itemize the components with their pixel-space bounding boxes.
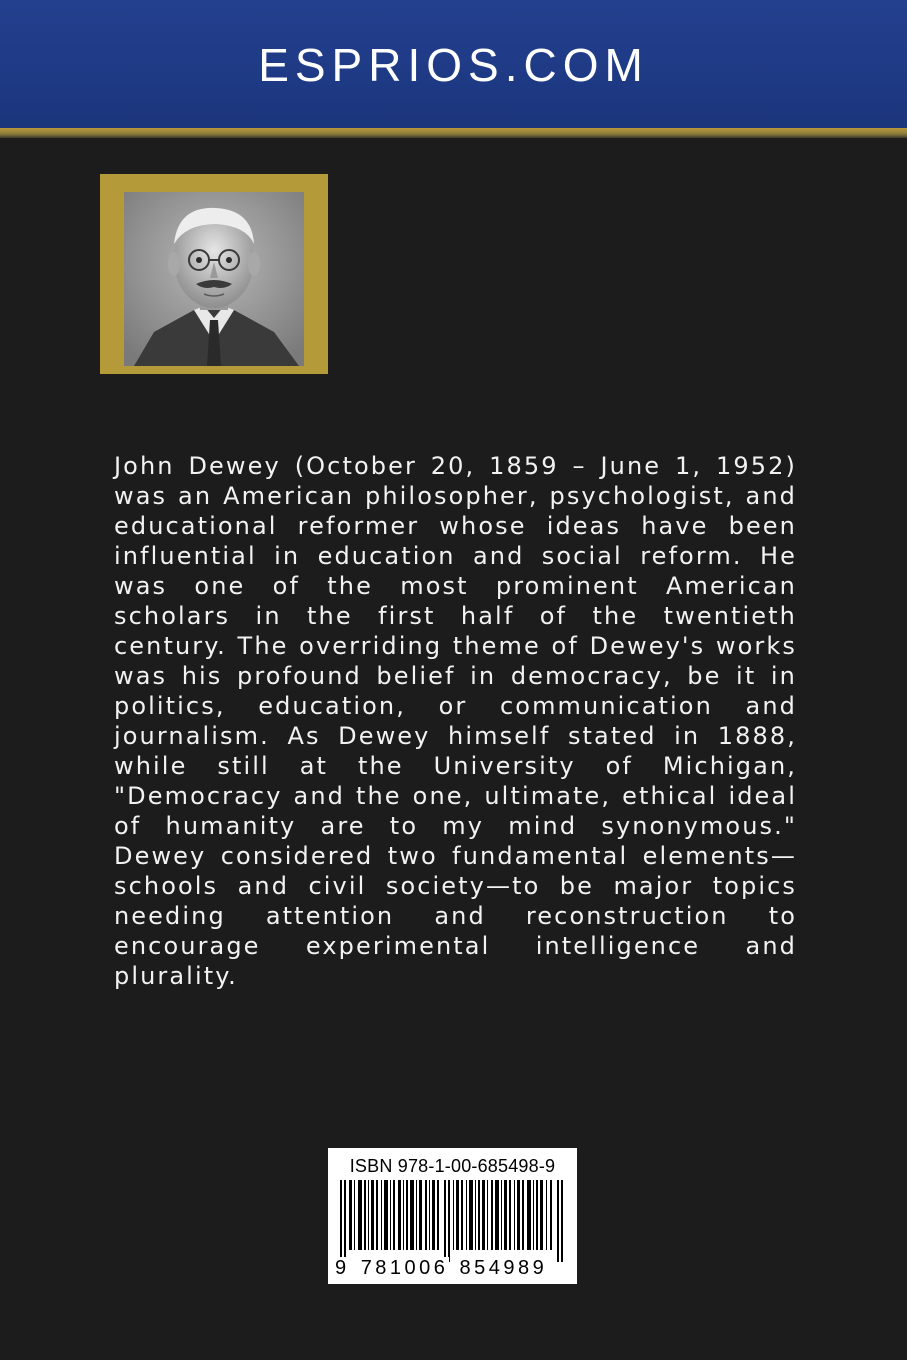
author-description: John Dewey (October 20, 1859 – June 1, 1952) was an American philosopher, psychologist, and educational reformer whose ideas have been influential in education and social reform. He was one of the most prominent American scholars in the first half of the twentieth century. The overriding theme of Dewey's works was his profound belief in democracy, be it in politics, education, or communication and journalism. As Dewey himself stated in 1888, while still at the University of Michigan, "Democracy and the one, ultimate, ethical ideal of humanity are to my mind synonymous." Dewey considered two fundamental elements—schools and civil society—to be major topics needing attention and reconstruction to encourage experimental intelligence and plurality. xyxy=(114,452,797,990)
isbn-label: ISBN 978-1-00-685498-9 xyxy=(349,1156,556,1176)
barcode-digits-left: 781006 xyxy=(360,1257,449,1279)
barcode-digits-right: 854989 xyxy=(459,1257,548,1279)
barcode-box xyxy=(328,1148,577,1284)
author-portrait xyxy=(124,192,304,366)
barcode-digit-lead: 9 xyxy=(335,1257,350,1279)
header-band xyxy=(0,0,907,128)
barcode-bars xyxy=(340,1180,565,1262)
header-gold-rule xyxy=(0,128,907,138)
portrait-frame xyxy=(100,174,328,374)
publisher-name: ESPRIOS.COM xyxy=(258,39,649,91)
portrait-photo-icon xyxy=(124,192,304,366)
barcode-digits xyxy=(334,1257,574,1280)
